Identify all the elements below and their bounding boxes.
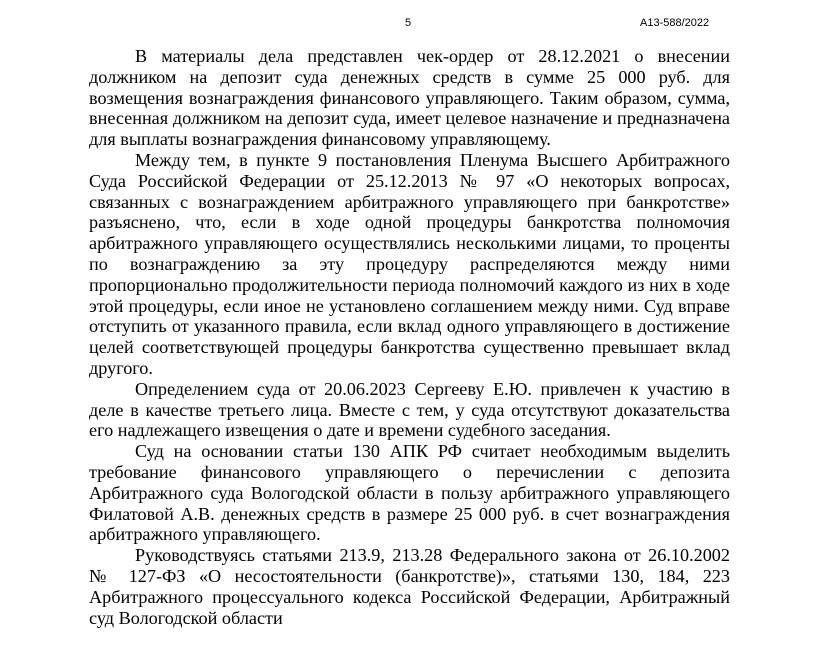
paragraph-legal-basis: Руководствуясь статьями 213.9, 213.28 Федерального закона от 26.10.2002 № 127-ФЗ «О несостоятельности (банкротстве)», статьями 130, 184, 223 Арбитражного процессуального кодекса Российской Федерации, Арбитражный суд Вологодской области: [89, 545, 730, 628]
paragraph-deposit-receipt: В материалы дела представлен чек-ордер от 28.12.2021 о внесении должником на депозит суда денежных средств в сумме 25 000 руб. для возмещения вознаграждения финансового управляющего. Таким образом, сумма, внесенная должником на депозит суда, имеет целевое назначение и предназначена для выплаты вознаграждения финансовому управляющему.: [89, 46, 730, 150]
paragraph-separation-of-claim: Суд на основании статьи 130 АПК РФ считает необходимым выделить требование финансового управляющего о перечислении с депозита Арбитражного суда Вологодской области в пользу арбитражного управляющего Филатовой А.В. денежных средств в размере 25 000 руб. в счет вознаграждения арбитражного управляющего.: [89, 441, 730, 545]
paragraph-plenum-clarification: Между тем, в пункте 9 постановления Пленума Высшего Арбитражного Суда Российской Федерации от 25.12.2013 № 97 «О некоторых вопросах, связанных с вознаграждением арбитражного управляющего при банкротстве» разъяснено, что, если в ходе одной процедуры банкротства полномочия арбитражного управляющего осуществлялись несколькими лицами, то проценты по вознаграждению за эту процедуру распределяются между ними пропорционально продолжительности периода полномочий каждого из них в ходе этой процедуры, если иное не установлено соглашением между ними. Суд вправе отступить от указанного правила, если вклад одного управляющего в достижение целей соответствующей процедуры банкротства существенно превышает вклад другого.: [89, 149, 730, 378]
paragraph-third-party-notice: Определением суда от 20.06.2023 Сергееву Е.Ю. привлечен к участию в деле в качестве третьего лица. Вместе с тем, у суда отсутствуют доказательства его надлежащего извещения о дате и времени судебного заседания.: [89, 378, 730, 441]
page-number: 5: [404, 17, 412, 29]
document-body: [89, 46, 730, 628]
case-number: А13-588/2022: [640, 17, 710, 29]
